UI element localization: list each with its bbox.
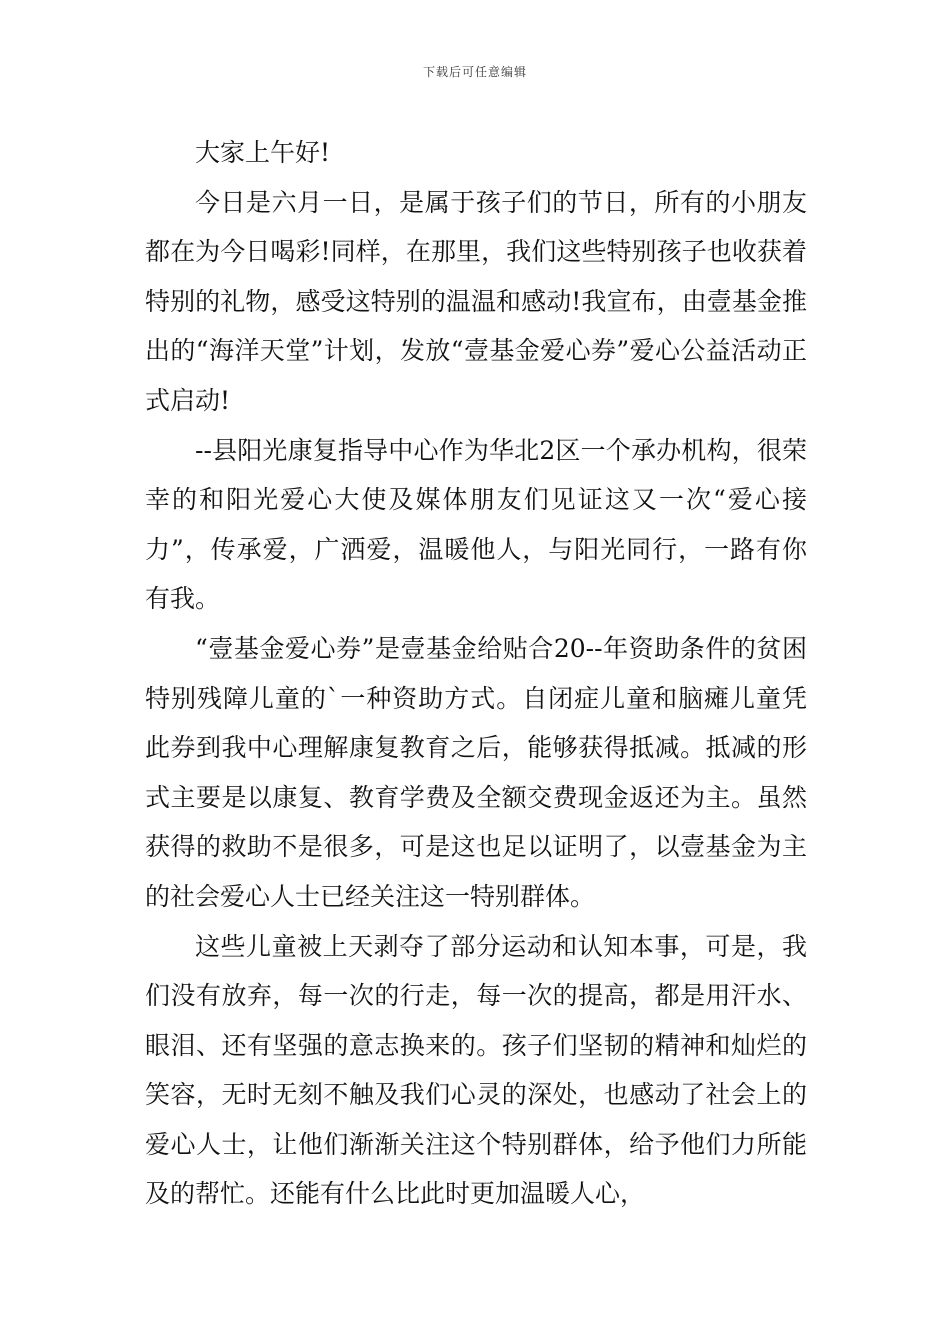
body-paragraph: --县阳光康复指导中心作为华北2区一个承办机构，很荣幸的和阳光爱心大使及媒体朋友们见证这又一次“爱心接力”，传承爱，广洒爱，温暖他人，与阳光同行，一路有你有我。 — [145, 435, 807, 614]
page-header-note: 下载后可任意编辑 — [422, 65, 527, 79]
body-paragraph: 今日是六月一日，是属于孩子们的节日，所有的小朋友都在为今日喝彩!同样，在那里，我们这些特别孩子也收获着特别的礼物，感受这特别的温温和感动!我宣布，由壹基金推出的“海洋天堂”计划，发放“壹基金爱心券”爱心公益活动正式启动! — [145, 187, 807, 415]
document-body — [145, 128, 807, 1219]
body-paragraph: 这些儿童被上天剥夺了部分运动和认知本事，可是，我们没有放弃，每一次的行走，每一次的提高，都是用汗水、眼泪、还有坚强的意志换来的。孩子们坚韧的精神和灿烂的笑容，无时无刻不触及我们心灵的深处，也感动了社会上的爱心人士，让他们渐渐关注这个特别群体，给予他们力所能及的帮忙。还能有什么比此时更加温暖人心， — [145, 931, 807, 1209]
body-paragraph: “壹基金爱心券”是壹基金给贴合20--年资助条件的贫困特别残障儿童的`一种资助方式。自闭症儿童和脑瘫儿童凭此券到我中心理解康复教育之后，能够获得抵减。抵减的形式主要是以康复、教育学费及全额交费现金返还为主。虽然获得的救助不是很多，可是这也足以证明了，以壹基金为主的社会爱心人士已经关注这一特别群体。 — [145, 633, 807, 911]
greeting-paragraph: 大家上午好! — [195, 138, 331, 167]
